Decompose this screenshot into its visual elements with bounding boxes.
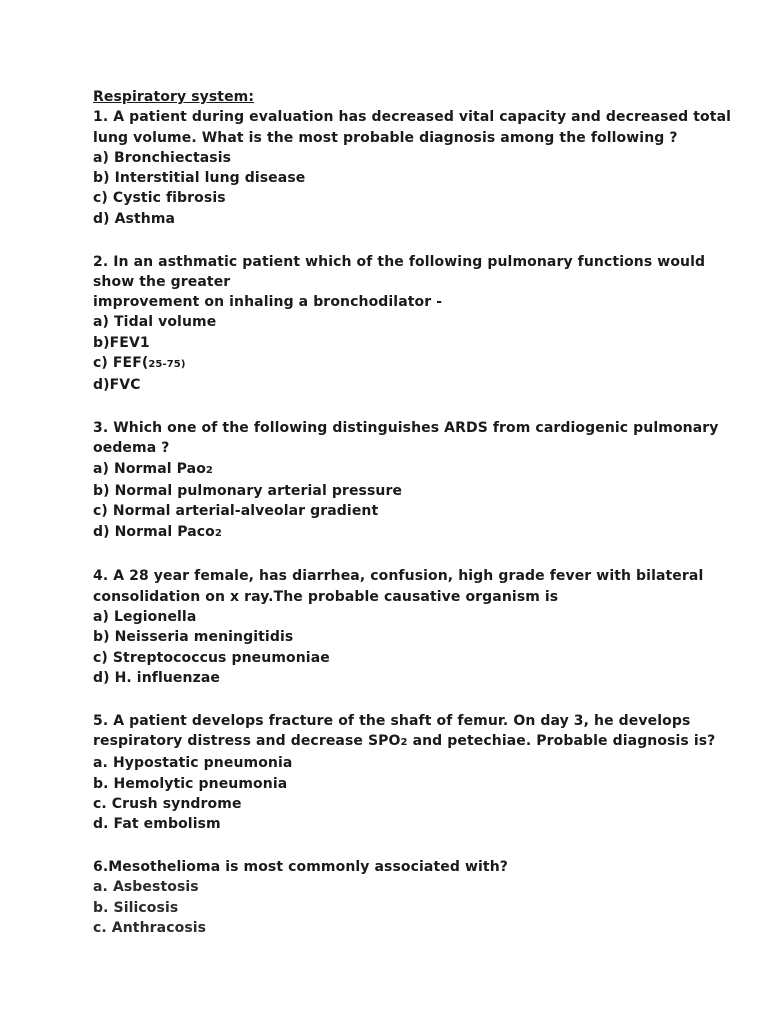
- question-2-option-c: [93, 353, 693, 375]
- question-2-option-c-subscript: 25-75): [148, 359, 186, 371]
- question-5-line-2-pre: respiratory distress and decrease SPO: [93, 733, 401, 750]
- question-2-option-c-text: c) FEF(: [93, 355, 149, 372]
- question-4: [93, 566, 704, 688]
- question-3-option-c: c) Normal arterial-alveolar gradient: [93, 503, 379, 520]
- question-2: [93, 252, 706, 396]
- question-3-option-a: [93, 459, 693, 481]
- question-2-line-1: 2. In an asthmatic patient which of the following pulmonary functions would: [93, 253, 706, 270]
- question-3-option-d-text: d) Normal Paco: [93, 523, 215, 540]
- question-3-option-d-subscript: 2: [214, 527, 222, 539]
- document-page: [93, 87, 732, 938]
- question-6-line-1: 6.Mesothelioma is most commonly associated with?: [93, 859, 508, 875]
- question-3-line-1: 3. Which one of the following distinguishes ARDS from cardiogenic pulmonary: [93, 420, 719, 437]
- question-1-line-1: 1. A patient during evaluation has decreased vital capacity and decreased total: [93, 109, 732, 126]
- question-3-option-a-text: a) Normal Pao: [93, 460, 206, 477]
- question-3-line-2: oedema ?: [93, 440, 170, 457]
- question-5-option-b: b. Hemolytic pneumonia: [93, 775, 288, 792]
- spacer: [93, 835, 693, 858]
- spacer: [93, 396, 693, 419]
- question-4-line-2: consolidation on x ray.The probable causative organism is: [93, 588, 559, 605]
- question-5-line-1: 5. A patient develops fracture of the shaft of femur. On day 3, he develops: [93, 712, 691, 729]
- question-6-option-a: a. Asbestosis: [93, 879, 199, 896]
- question-6-option-c: c. Anthracosis: [93, 919, 207, 936]
- question-2-option-b: b)FEV1: [93, 334, 150, 351]
- question-2-line-3: improvement on inhaling a bronchodilator -: [93, 294, 443, 311]
- question-5-line-2-post: and petechiae. Probable diagnosis is?: [407, 733, 716, 750]
- question-6-option-b: b. Silicosis: [93, 899, 179, 916]
- question-3: [93, 418, 719, 544]
- question-4-option-c: c) Streptococcus pneumoniae: [93, 649, 330, 666]
- question-3-option-a-subscript: 2: [205, 464, 213, 476]
- spacer: [93, 688, 693, 711]
- spacer: [93, 229, 693, 252]
- question-1: [93, 107, 732, 229]
- question-4-option-d: d) H. influenzae: [93, 669, 220, 686]
- question-3-option-b: b) Normal pulmonary arterial pressure: [93, 483, 403, 500]
- question-5: [93, 711, 716, 835]
- spacer: [93, 544, 693, 567]
- question-4-option-a: a) Legionella: [93, 609, 197, 626]
- question-5-line-2-subscript: 2: [400, 737, 408, 749]
- section-heading: Respiratory system:: [93, 89, 255, 105]
- question-5-line-2: [93, 731, 716, 753]
- question-4-line-1: 4. A 28 year female, has diarrhea, confusion, high grade fever with bilateral: [93, 568, 704, 585]
- question-1-option-b: b) Interstitial lung disease: [93, 170, 306, 187]
- question-6: [93, 857, 693, 938]
- question-1-option-a: a) Bronchiectasis: [93, 149, 232, 166]
- question-5-option-d: d. Fat embolism: [93, 816, 221, 833]
- question-1-line-2: lung volume. What is the most probable diagnosis among the following ?: [93, 129, 678, 146]
- question-2-option-a: a) Tidal volume: [93, 314, 217, 331]
- question-5-option-a: a. Hypostatic pneumonia: [93, 755, 293, 772]
- question-2-line-2: show the greater: [93, 273, 231, 290]
- question-2-option-d: d)FVC: [93, 377, 141, 394]
- question-5-option-c: c. Crush syndrome: [93, 795, 242, 812]
- question-1-option-d: d) Asthma: [93, 210, 176, 227]
- question-3-option-d: [93, 522, 693, 544]
- question-4-option-b: b) Neisseria meningitidis: [93, 629, 294, 646]
- question-1-option-c: c) Cystic fibrosis: [93, 190, 226, 207]
